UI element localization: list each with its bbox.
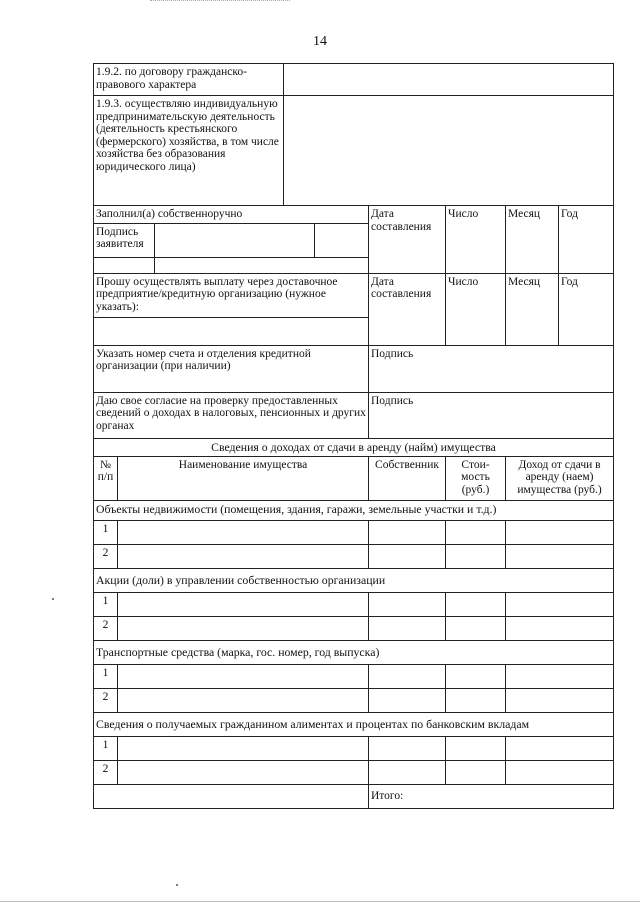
row-1-9-3-value[interactable] (284, 96, 614, 206)
cost-field[interactable] (446, 688, 506, 712)
row-1-9-3-label: 1.9.3. осуществляю индивидуальную предпринимательскую деятельность (деятельность крестьянского (фермерского) хозяйства, в том числе хозяйства без образования юридического лица) (94, 96, 284, 206)
signature-blank-a (94, 257, 155, 273)
cost-field[interactable] (446, 736, 506, 760)
header-income: Доход от сдачи в аренду (наем) имущества (руб.) (506, 456, 614, 500)
income-field[interactable] (506, 736, 614, 760)
header-cost: Стои-мость (руб.) (446, 456, 506, 500)
cost-field[interactable] (446, 520, 506, 544)
payment-table (93, 273, 614, 439)
scan-speck (52, 598, 54, 600)
income-field[interactable] (506, 664, 614, 688)
income-field[interactable] (506, 688, 614, 712)
income-field[interactable] (506, 616, 614, 640)
header-num: № п/п (94, 456, 118, 500)
form (93, 63, 613, 809)
income-field[interactable] (506, 760, 614, 784)
cost-field[interactable] (446, 592, 506, 616)
payment-value[interactable] (94, 317, 369, 345)
property-name-field[interactable] (118, 664, 369, 688)
income-field[interactable] (506, 544, 614, 568)
property-name-field[interactable] (118, 592, 369, 616)
signature-applicant-field[interactable] (155, 223, 315, 257)
row-number: 2 (94, 688, 118, 712)
cost-field[interactable] (446, 760, 506, 784)
row-number: 1 (94, 520, 118, 544)
section-alimony: Сведения о получаемых гражданином алиментах и процентах по банковским вкладам (94, 712, 614, 736)
income-field[interactable] (506, 592, 614, 616)
filled-day[interactable]: Число (446, 206, 506, 274)
account-label: Указать номер счета и отделения кредитной организации (при наличии) (94, 345, 369, 392)
row-1-9-2-value[interactable] (284, 64, 614, 96)
property-name-field[interactable] (118, 544, 369, 568)
row-1-9-2-label: 1.9.2. по договору гражданско-правового характера (94, 64, 284, 96)
income-field[interactable] (506, 520, 614, 544)
property-name-field[interactable] (118, 520, 369, 544)
scan-speck (176, 884, 178, 886)
row-number: 2 (94, 760, 118, 784)
property-name-field[interactable] (118, 616, 369, 640)
filled-year[interactable]: Год (559, 206, 614, 274)
filled-label: Заполнил(а) собственноручно (94, 206, 369, 224)
top-edge-artifact (150, 0, 290, 3)
consent-signature[interactable]: Подпись (369, 392, 614, 438)
bottom-edge-artifact (0, 901, 640, 902)
row-number: 2 (94, 544, 118, 568)
row-number: 2 (94, 616, 118, 640)
signature-blank-b (155, 257, 369, 273)
income-type-table (93, 63, 614, 206)
filled-date-label: Дата составления (369, 206, 446, 274)
owner-field[interactable] (369, 592, 446, 616)
section-real-estate: Объекты недвижимости (помещения, здания, гаражи, земельные участки и т.д.) (94, 500, 614, 520)
signature-applicant-label: Подпись заявителя (94, 223, 155, 257)
owner-field[interactable] (369, 616, 446, 640)
payment-date-label: Дата составления (369, 273, 446, 345)
total-label[interactable]: Итого: (369, 784, 614, 808)
section-vehicles: Транспортные средства (марка, гос. номер, год выпуска) (94, 640, 614, 664)
property-name-field[interactable] (118, 736, 369, 760)
property-name-field[interactable] (118, 688, 369, 712)
filled-table (93, 205, 614, 274)
rent-table (93, 438, 614, 809)
rent-title: Сведения о доходах от сдачи в аренду (найм) имущества (94, 438, 614, 456)
row-number: 1 (94, 592, 118, 616)
header-owner: Собственник (369, 456, 446, 500)
owner-field[interactable] (369, 544, 446, 568)
owner-field[interactable] (369, 688, 446, 712)
payment-label: Прошу осуществлять выплату через доставочное предприятие/кредитную организацию (нужное указать): (94, 273, 369, 317)
payment-month[interactable]: Месяц (506, 273, 559, 345)
payment-year[interactable]: Год (559, 273, 614, 345)
payment-day[interactable]: Число (446, 273, 506, 345)
property-name-field[interactable] (118, 760, 369, 784)
section-shares: Акции (доли) в управлении собственностью организации (94, 568, 614, 592)
cost-field[interactable] (446, 616, 506, 640)
consent-label: Даю свое согласие на проверку предоставленных сведений о доходах в налоговых, пенсионных и других органах (94, 392, 369, 438)
signature-extra-field[interactable] (315, 223, 369, 257)
cost-field[interactable] (446, 544, 506, 568)
account-signature[interactable]: Подпись (369, 345, 614, 392)
owner-field[interactable] (369, 520, 446, 544)
header-name: Наименование имущества (118, 456, 369, 500)
row-number: 1 (94, 664, 118, 688)
total-blank (94, 784, 369, 808)
owner-field[interactable] (369, 760, 446, 784)
filled-month[interactable]: Месяц (506, 206, 559, 274)
page-number: 14 (313, 34, 327, 49)
owner-field[interactable] (369, 736, 446, 760)
row-number: 1 (94, 736, 118, 760)
owner-field[interactable] (369, 664, 446, 688)
cost-field[interactable] (446, 664, 506, 688)
